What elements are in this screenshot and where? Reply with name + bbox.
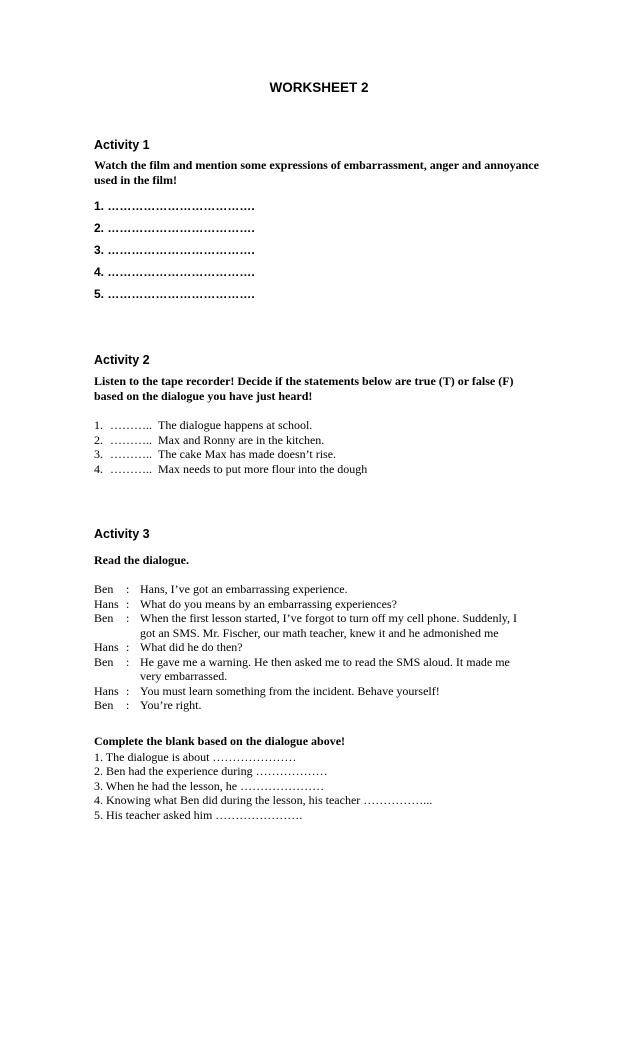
dialogue-line: Ben : You’re right. — [94, 698, 202, 712]
blank-line: 5. ………………………………. — [94, 287, 255, 301]
blank-line: 2. ………………………………. — [94, 221, 255, 235]
dialogue-line: Ben : Hans, I’ve got an embarrassing experience. — [94, 582, 348, 596]
list-item: 2. Ben had the experience during ……………… — [94, 764, 328, 778]
activity-2-instruction: Listen to the tape recorder! Decide if the statements below are true (T) or false (F) based on the dialogue you have just heard! — [94, 374, 514, 403]
activity-3-heading: Activity 3 — [94, 527, 150, 541]
page-title: WORKSHEET 2 — [269, 80, 369, 95]
activity-1-instruction: Watch the film and mention some expressions of embarrassment, anger and annoyance used in the film! — [94, 158, 539, 187]
dialogue-line: Ben : He gave me a warning. He then asked me to read the SMS aloud. It made me very embarrassed. — [94, 654, 510, 683]
list-item: 4. ……….. Max needs to put more flour into the dough — [94, 461, 368, 476]
activity-3-section — [94, 527, 524, 822]
list-item: 3. ……….. The cake Max has made doesn’t rise. — [94, 447, 337, 461]
dialogue — [94, 582, 524, 713]
activity-1-heading: Activity 1 — [94, 138, 150, 152]
dialogue-line: Ben : When the first lesson started, I’ve forgot to turn off my cell phone. Suddenly, I got an SMS. Mr. Fischer, our math teacher, knew it and he admonished me — [94, 611, 518, 640]
activity-1-section — [94, 138, 554, 309]
list-item: 2. ……….. Max and Ronny are in the kitchen. — [94, 432, 325, 447]
complete-blank-heading: Complete the blank based on the dialogue above! — [94, 733, 346, 748]
activity-3-instruction: Read the dialogue. — [94, 553, 190, 567]
blank-line: 3. ………………………………. — [94, 243, 255, 257]
list-item: 5. His teacher asked him …………………. — [94, 807, 303, 822]
activity-2-section — [94, 353, 534, 476]
list-item: 1. ……….. The dialogue happens at school. — [94, 418, 313, 432]
activity-2-heading: Activity 2 — [94, 353, 150, 367]
blank-line: 4. ………………………………. — [94, 265, 255, 279]
list-item: 1. The dialogue is about ………………… — [94, 749, 297, 764]
dialogue-line: Hans : You must learn something from the incident. Behave yourself! — [94, 683, 440, 698]
activity-1-blank-list — [94, 199, 554, 309]
complete-blank-list — [94, 750, 524, 823]
list-item: 4. Knowing what Ben did during the lesson, his teacher ……………... — [94, 793, 433, 807]
true-false-list — [94, 418, 534, 476]
blank-line: 1. ………………………………. — [94, 199, 255, 213]
list-item: 3. When he had the lesson, he ………………… — [94, 778, 325, 793]
dialogue-line: Hans : What do you means by an embarrassing experiences? — [94, 596, 397, 611]
dialogue-line: Hans : What did he do then? — [94, 640, 243, 654]
